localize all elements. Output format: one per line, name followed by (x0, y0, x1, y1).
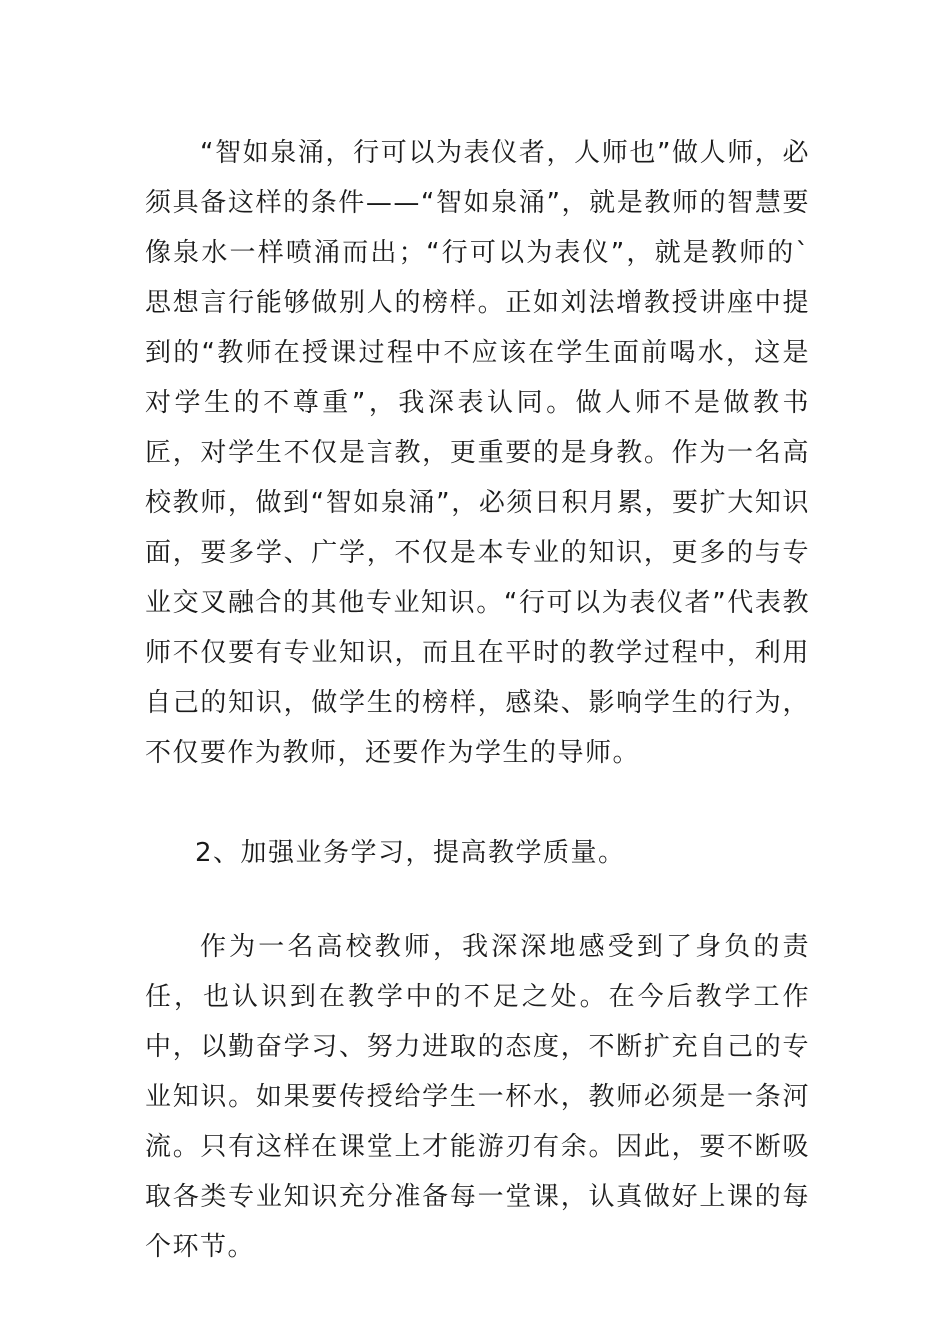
section-heading: 2、加强业务学习，提高教学质量。 (195, 838, 626, 868)
body-paragraph: 作为一名高校教师，我深深地感受到了身负的责任，也认识到在教学中的不足之处。在今后教学工作中，以勤奋学习、努力进取的态度，不断扩充自己的专业知识。如果要传授给学生一杯水，教师必须是一条河流。只有这样在课堂上才能游刃有余。因此，要不断吸取各类专业知识充分准备每一堂课，认真做好上课的每个环节。 (145, 932, 810, 1262)
body-paragraph: “智如泉涌，行可以为表仪者，人师也”做人师，必须具备这样的条件——“智如泉涌”，就是教师的智慧要像泉水一样喷涌而出；“行可以为表仪”，就是教师的`思想言行能够做别人的榜样。正如刘法增教授讲座中提到的“教师在授课过程中不应该在学生面前喝水，这是对学生的不尊重”，我深表认同。做人师不是做教书匠，对学生不仅是言教，更重要的是身教。作为一名高校教师，做到“智如泉涌”，必须日积月累，要扩大知识面，要多学、广学，不仅是本专业的知识，更多的与专业交叉融合的其他专业知识。“行可以为表仪者”代表教师不仅要有专业知识，而且在平时的教学过程中，利用自己的知识，做学生的榜样，感染、影响学生的行为，不仅要作为教师，还要作为学生的导师。 (145, 138, 810, 768)
